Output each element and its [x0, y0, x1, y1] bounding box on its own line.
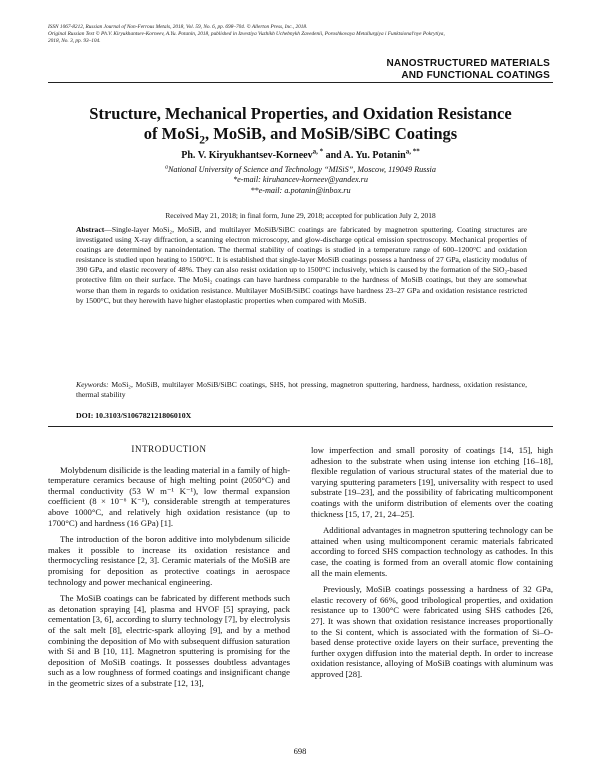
doi-rule [48, 426, 553, 427]
authors-and: and A. Yu. Potanin [325, 150, 406, 161]
paragraph: Additional advantages in magnetron sputtering technology can be attained when using multicomponent ceramic materials fabricated according to forced SHS compaction technology as cathodes. In this case, the coating is formed from an overall atomic flow containing all the main elements. [311, 525, 553, 578]
paragraph: Previously, MoSiB coatings possessing a hardness of 32 GPa, elastic recovery of 66%, good tribological properties, and oxidation resistance up to 1300°C were fabricated using SHS cathodes [26, 27]. It was shown that oxidation resistance increases proportionally to the Si content, which is associated with the formation of Si–O-based dense protective oxide layers on their surface, preventing the further oxygen diffusion into the material depth. In order to increase oxidation resistance, alloying of MoSiB coatings with aluminum was approved [28]. [311, 584, 553, 679]
title-line-2: of MoSi$_2$, MoSiB, and MoSiB/SiBC Coatings [143, 124, 458, 147]
author-1: Ph. V. Kiryukhantsev-Korneev [181, 150, 313, 161]
author-1-marker: a, * [312, 147, 324, 156]
original-text-line: Original Russian Text © Ph.V. Kiryukhantsev-Korneev, A.Yu. Potanin, 2018, published in Izvestiya Vuzhikh Uchebnykh Zavedenii, Poroshkovaya Metallurgiya i Funktsional'nye Pokrytiya, [48, 31, 445, 38]
section-heading [387, 58, 551, 81]
paragraph: low imperfection and small porosity of coatings [14, 15], high adhesion to the substrate when using intense ion etching [16–18], flexible regulation of various structural states of the material due to varying sputtering parameters [19], universality with respect to used substrate [19–23], and the possibility of fabricating multicomponent coatings with the uniform distribution of elements over the coating thickness [15, 17, 21, 24–25]. [311, 445, 553, 519]
keywords-label: Keywords: [76, 380, 109, 389]
paragraph: The MoSiB coatings can be fabricated by different methods such as detonation spraying [4], plasma and HVOF [5] spraying, pack cementation [3, 6], according to slurry technology [7], by electrolysis of the salt melt [8], electric-spark alloying [9], and by a method combining the deposition of Mo with subsequent diffusion saturation with Si and B [10, 11]. Magnetron sputtering is promising for the deposition of MoSiB coatings. It possesses doubtless advantages such as a low roughness of formed coatings and insignificant change in the geometric sizes of a substrate [12, 13], [48, 593, 290, 688]
paragraph: The introduction of the boron additive into molybdenum silicide makes it possible to increase its oxidation resistance and thermocycling resistance [2, 3]. Ceramic materials of the MoSiB are promising for deposition as protective coatings in aerospace technology and power mechanical engineering. [48, 534, 290, 587]
email-2: **e-mail: a.potanin@inbox.ru [250, 185, 351, 195]
journal-metadata [48, 24, 568, 46]
affiliation: $^a$National University of Science and Technology “MISiS”, Moscow, 119049 Russia [165, 164, 436, 174]
abstract-label: Abstract [76, 225, 105, 234]
author-list [48, 147, 553, 161]
header-rule [48, 82, 553, 83]
paragraph: Molybdenum disilicide is the leading material in a family of high-temperature ceramics because of high melting point (2050°C) and thermal conductivity (53 W m⁻¹ K⁻¹), low thermal expansion coefficient (8 × 10⁻⁶ K⁻¹), considerable strength at temperatures above 1000°C, and relatively high oxidation resistance (up to 1700°C) and hardness (16 GPa) [1]. [48, 464, 290, 528]
body-column-left [48, 444, 290, 694]
article-title [48, 104, 553, 147]
affiliation-block [48, 165, 553, 196]
email-1: *e-mail: kiruhancev-korneev@yandex.ru [233, 175, 368, 185]
doi: DOI: 10.3103/S106782121806010X [76, 411, 192, 420]
keywords [76, 380, 527, 400]
author-2-marker: a, ** [405, 147, 420, 156]
title-line-1: Structure, Mechanical Properties, and Oxidation Resistance [89, 104, 512, 123]
journal-citation-line: ISSN 1067-8212, Russian Journal of Non-Ferrous Metals, 2018, Vol. 59, No. 6, pp. 698–704. © Allerton Press, Inc., 2018. [48, 24, 308, 30]
page-number: 698 [293, 746, 307, 756]
abstract [76, 225, 527, 306]
abstract-text: —Single-layer MoSi₂, MoSiB, and multilayer MoSiB/SiBC coatings are fabricated by magnetron sputtering. Coating structures are investigated using X-ray diffraction, a scanning electron microscopy, and glow-discharge optical emission spectroscopy. Mechanical properties of coatings are determined by nanoindentation. The thermal stability of coatings is studied in a temperature range of 600–1200°C and oxidation resistance is studied upon heating to 1500°C. It is established that single-layer MoSiB coatings possess a hardness of 27 GPa, elasticity modulus of 390 GPa, and elastic recovery of 48%. They can also resist oxidation up to 1500°C inclusively, which is caused by the formation of the SiO₂-based protective film on their surface. The MoSi₂ coatings can have hardness comparable to the hardness of MoSiB coatings, but they are somewhat worse than them in regards to oxidation resistance. Multilayer MoSiB/SiBC coatings have hardness 23–27 GPa and oxidation resistance restricted by 1500°C, but they herewith have higher elastoplastic properties when compared with MoSiB. [76, 225, 527, 305]
keywords-text: MoSi₂, MoSiB, multilayer MoSiB/SiBC coatings, SHS, hot pressing, magnetron sputtering, hardness, hardness, oxidation resistance, thermal stability [76, 380, 527, 400]
original-text-line-2: 2018, No. 3, pp. 93–104. [48, 38, 101, 45]
section-heading-line-1: NANOSTRUCTURED MATERIALS [386, 58, 550, 69]
body-column-right [311, 445, 553, 685]
received-dates: Received May 21, 2018; in final form, June 29, 2018; accepted for publication July 2, 2018 [165, 211, 436, 220]
introduction-heading: INTRODUCTION [131, 444, 207, 454]
section-heading-line-2: AND FUNCTIONAL COATINGS [401, 69, 550, 81]
